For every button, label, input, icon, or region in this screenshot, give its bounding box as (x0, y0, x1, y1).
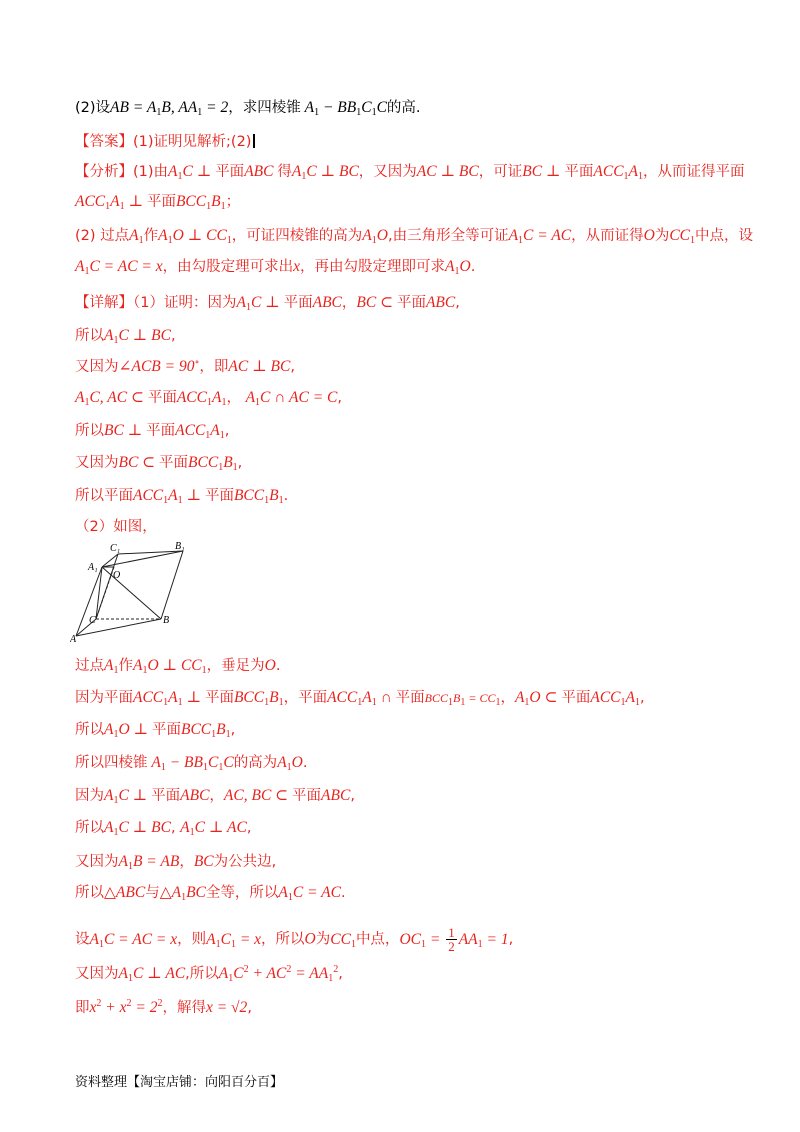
answer-text: (1)证明见解析;(2) (133, 134, 252, 150)
answer-line (75, 132, 255, 152)
label-c: C (89, 615, 96, 626)
label-b: B (163, 615, 170, 626)
solution-line-1: 过点$A_1$作$A_1O$ ⊥ $CC_1$，垂足为O. (75, 657, 281, 676)
label-c1: C₁ (110, 543, 121, 554)
solution-line-6: 所以$A_1C$ ⊥ BC, $A_1C$ ⊥ AC, (75, 819, 252, 838)
question-condition: AB = $A_1B$, $AA_1 = 2$ (110, 99, 229, 118)
question-part2 (75, 98, 421, 118)
label-o: O (113, 570, 121, 581)
detail-line-8: （2）如图， (75, 519, 157, 535)
solution-line-7: 又因为$A_1B$ = AB，BC为公共边, (75, 853, 277, 872)
detail-line-1: 【详解】（1）证明：因为$A_1C$ ⊥ 平面ABC，BC ⊂ 平面ABC, (75, 294, 460, 313)
footer-note: 资料整理【淘宝店铺：向阳百分百】 (75, 1075, 284, 1090)
solution-line-11: 即$x^2 + x^2 = 2^2$，解得x = √2, (75, 998, 252, 1016)
fraction-one-half: $\frac{1}{2}$ (448, 925, 455, 954)
label-a: A (70, 634, 77, 645)
detail-line-3: 又因为∠ACB = 90∘，即AC ⊥ BC, (75, 357, 295, 375)
solution-line-9: 设$A_1C$ = AC = x，则$A_1C_1 = x$，所以O为$CC_1$中点，$OC_1$ = $\frac{1}{2}$ $AA_1 = 1$, (75, 925, 514, 954)
analysis-line-2: $ACC_1A_1$ ⊥ 平面$BCC_1B_1$； (75, 193, 241, 212)
analysis-line-3: (2) 过点$A_1$作$A_1O$ ⊥ $CC_1$，可证四棱锥的高为$A_1O$,由三角形全等可证$A_1C$ = AC，从而证得O为$CC_1$中点，设 (75, 227, 754, 246)
detail-line-5: 所以BC ⊥ 平面$ACC_1A_1$, (75, 422, 230, 441)
text-cursor (253, 134, 255, 148)
question-mid: ，求四棱锥 (228, 100, 301, 116)
solution-line-8: 所以△ABC与$\triangle A_1BC$全等，所以$A_1C$ = AC. (75, 884, 346, 903)
question-suffix: 的高. (386, 100, 421, 116)
question-solid: $A_1 - BB_1C_1C$ (300, 99, 387, 118)
solution-line-2: 因为平面$ACC_1A_1$ ⊥ 平面$BCC_1B_1$，平面$ACC_1A_1$ ∩ 平面$BCC_1B_1 = CC_1$，$A_1O$ ⊂ 平面$ACC_1A_1$, (75, 689, 645, 708)
prism-figure (70, 540, 200, 645)
edge-b1-b (161, 551, 183, 619)
detail-line-7: 所以平面$ACC_1A_1$ ⊥ 平面$BCC_1B_1$. (75, 487, 289, 506)
analysis-label: 【分析】 (75, 164, 133, 180)
solution-line-10: 又因为$A_1C$ ⊥ AC,所以$A_1C^2 + AC^2 = AA_1^2$, (75, 964, 343, 984)
answer-label: 【答案】 (75, 134, 133, 150)
analysis-line-4: $A_1C$ = AC = x，由勾股定理可求出x，再由勾股定理即可求$A_1O$. (75, 258, 476, 277)
solution-line-3: 所以$A_1O$ ⊥ 平面$BCC_1B_1$, (75, 721, 236, 740)
analysis-line-1: 【分析】(1)由$A_1C$ ⊥ 平面ABC 得$A_1C$ ⊥ BC，又因为AC ⊥ BC，可证BC ⊥ 平面$ACC_1A_1$，从而证得平面 (75, 163, 745, 182)
question-prefix: (2)设 (75, 100, 111, 116)
solution-line-5: 因为$A_1C$ ⊥ 平面ABC，AC, BC ⊂ 平面ABC, (75, 787, 355, 806)
detail-line-2: 所以$A_1C$ ⊥ BC, (75, 327, 176, 346)
label-b1: B₁ (175, 541, 185, 552)
detail-line-6: 又因为BC ⊂ 平面$BCC_1B_1$, (75, 454, 243, 473)
detail-label: 【详解】 (75, 295, 133, 311)
label-a1: A₁ (88, 562, 98, 573)
solution-line-4: 所以四棱锥 $A_1 - BB_1C_1C$的高为$A_1O$. (75, 754, 308, 773)
detail-line-4: $A_1C$, AC ⊂ 平面$ACC_1A_1$， $A_1C$ ∩ AC = C, (75, 389, 342, 408)
